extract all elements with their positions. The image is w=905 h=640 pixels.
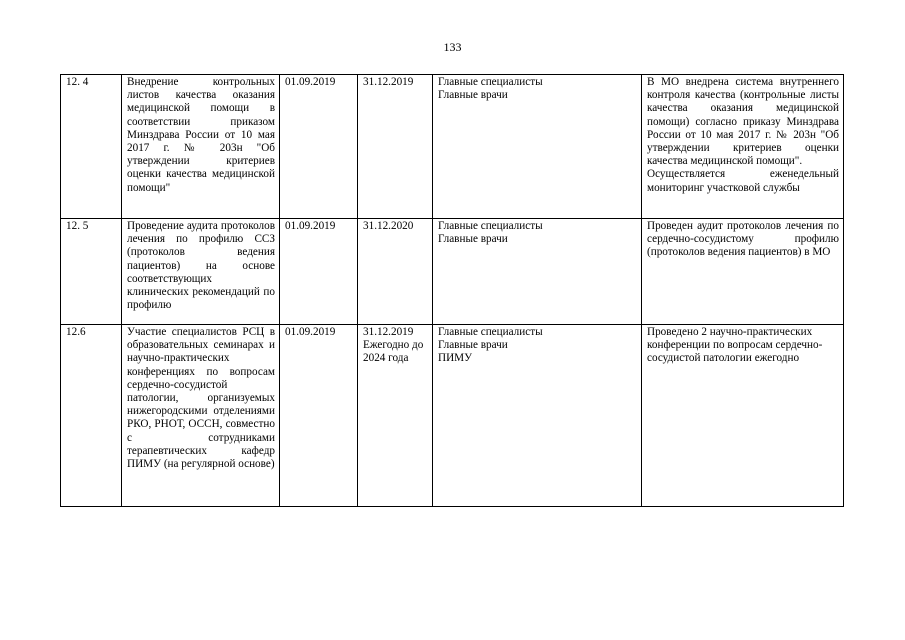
activity-cell: Проведение аудита протоколов лечения по профилю ССЗ (протоколов ведения пациентов) на основе соответствующих клинических рекомендаций по профилю: [122, 219, 280, 325]
start-date-cell: 01.09.2019: [280, 75, 358, 219]
responsible-cell: [433, 75, 642, 219]
table-row: [61, 75, 844, 219]
activity-cell: Участие специалистов РСЦ в образовательных семинарах и научно-практических конференциях по вопросам сердечно-сосудистой патологии, организуемых нижегородскими отделениями РКО, РНОТ, ОССН, совместно с сотрудниками терапевтических кафедр ПИМУ (на регулярной основе): [122, 325, 280, 507]
start-date-cell: 01.09.2019: [280, 219, 358, 325]
responsible-line: Главные специалисты: [438, 326, 543, 338]
responsible-line: ПИМУ: [438, 352, 473, 365]
end-date-cell: 31.12.2019 Ежегодно до 2024 года: [358, 325, 433, 507]
start-date-cell: 01.09.2019: [280, 325, 358, 507]
responsible-line: Главные врачи: [438, 89, 508, 102]
row-number: 12.6: [61, 325, 122, 507]
result-text: В МО внедрена система внутреннего контроля качества (контрольные листы качества оказания медицинской помощи) согласно приказу Минздрава России от 10 мая 2017 г. № 203н "Об утверждении критериев оценки качества медицинской помощи".: [647, 76, 839, 168]
end-date-cell: 31.12.2020: [358, 219, 433, 325]
activity-cell: Внедрение контрольных листов качества оказания медицинской помощи в соответствии приказом Минздрава России от 10 мая 2017 г. № 203н "Об утверждении критериев оценки качества медицинской помощи": [122, 75, 280, 219]
result-text: Проведен аудит протоколов лечения по сердечно-сосудистому профилю (протоколов ведения пациентов) в МО: [647, 220, 839, 259]
row-number: 12. 5: [61, 219, 122, 325]
table-row: [61, 325, 844, 507]
row-number: 12. 4: [61, 75, 122, 219]
responsible-line: Главные врачи: [438, 339, 508, 352]
page-number: 133: [443, 40, 462, 54]
activities-table: [60, 74, 844, 507]
responsible-cell: [433, 219, 642, 325]
responsible-cell: [433, 325, 642, 507]
table-row: [61, 219, 844, 325]
result-cell: [642, 219, 844, 325]
responsible-line: Главные специалисты: [438, 76, 543, 88]
result-text: Проведено 2 научно-практических конференции по вопросам сердечно-сосудистой патологии ежегодно: [647, 326, 823, 365]
result-extra-text: Осуществляется еженедельный мониторинг участковой службы: [647, 168, 839, 194]
responsible-line: Главные специалисты: [438, 220, 543, 232]
result-cell: [642, 325, 844, 507]
responsible-line: Главные врачи: [438, 233, 508, 246]
end-date-cell: 31.12.2019: [358, 75, 433, 219]
result-cell: [642, 75, 844, 219]
